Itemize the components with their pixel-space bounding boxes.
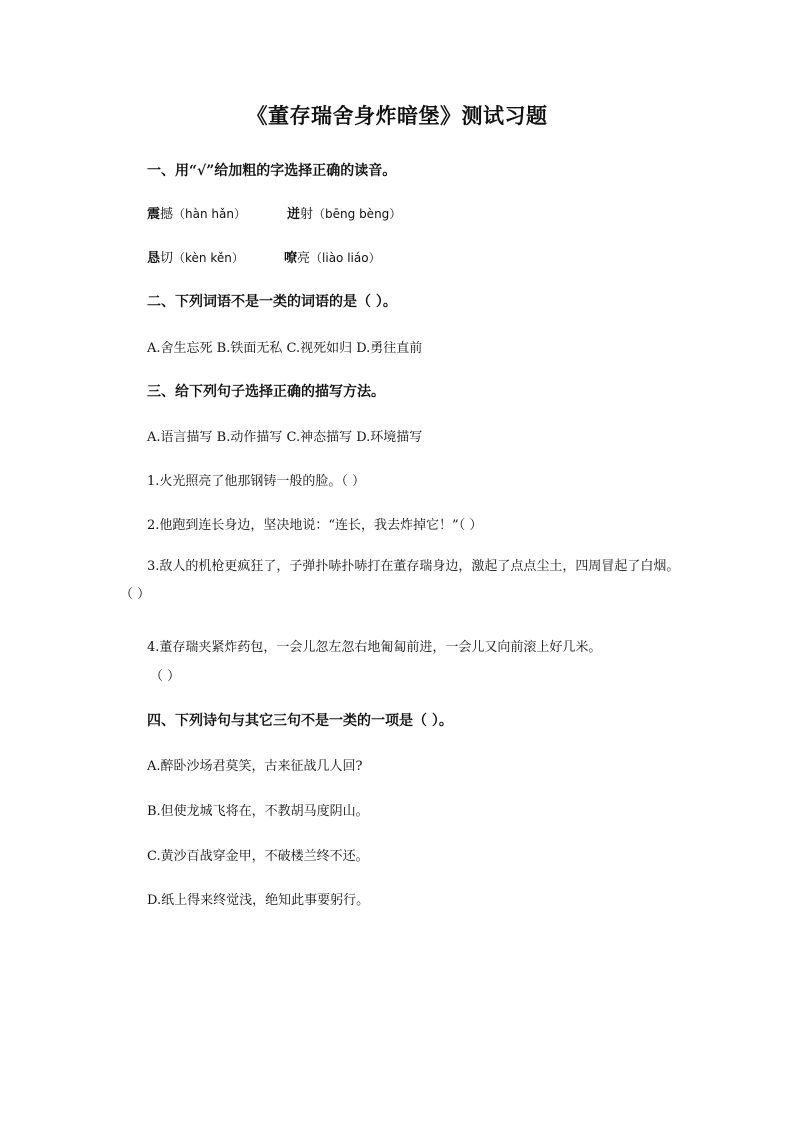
q2-options: A.舍生忘死 B.铁面无私 C.视死如归 D.勇往直前 [147, 341, 423, 356]
q1-row-1 [147, 203, 246, 222]
q4-option-a: A.醉卧沙场君莫笑，古来征战几人回? [147, 759, 363, 774]
q3-sentence-3: 3.敌人的机枪更疯狂了，子弹扑哧扑哧打在董存瑞身边，激起了点点尘土，四周冒起了白烟。（ ） [120, 559, 680, 602]
q1-item-1: 震撼（hàn hǎn） [147, 207, 246, 222]
q1-item-2: 迸射（bēng bèng） [287, 207, 402, 222]
q3-sentence-4-blank: （ ） [150, 669, 181, 684]
q3-sentence-2: 2.他跑到连长身边，坚决地说：“连长，我去炸掉它！”（ ） [147, 518, 483, 533]
q2-heading: 二、下列词语不是一类的词语的是（ ）。 [147, 294, 397, 310]
q3-options: A.语言描写 B.动作描写 C.神态描写 D.环境描写 [147, 430, 423, 445]
q3-sentence-1: 1.火光照亮了他那钢铸一般的脸。（ ） [147, 474, 366, 489]
q3-heading: 三、给下列句子选择正确的描写方法。 [147, 384, 385, 400]
q1-item-4: 嘹亮（liào liáo） [284, 251, 381, 266]
q4-option-c: C.黄沙百战穿金甲，不破楼兰终不还。 [147, 849, 369, 864]
q4-option-d: D.纸上得来终觉浅，绝知此事要躬行。 [147, 893, 370, 908]
q3-sentence-4: 4.董存瑞夹紧炸药包，一会儿忽左忽右地匍匐前进，一会儿又向前滚上好几米。 [147, 640, 602, 655]
q4-option-b: B.但使龙城飞将在，不教胡马度阴山。 [147, 804, 369, 819]
q1-item-3: 恳切（kèn kěn） [147, 251, 244, 266]
q4-heading: 四、下列诗句与其它三句不是一类的一项是（ ）。 [147, 713, 453, 729]
page-title: 《董存瑞舍身炸暗堡》测试习题 [246, 103, 548, 128]
q1-heading: 一、用“√”给加粗的字选择正确的读音。 [147, 163, 397, 179]
